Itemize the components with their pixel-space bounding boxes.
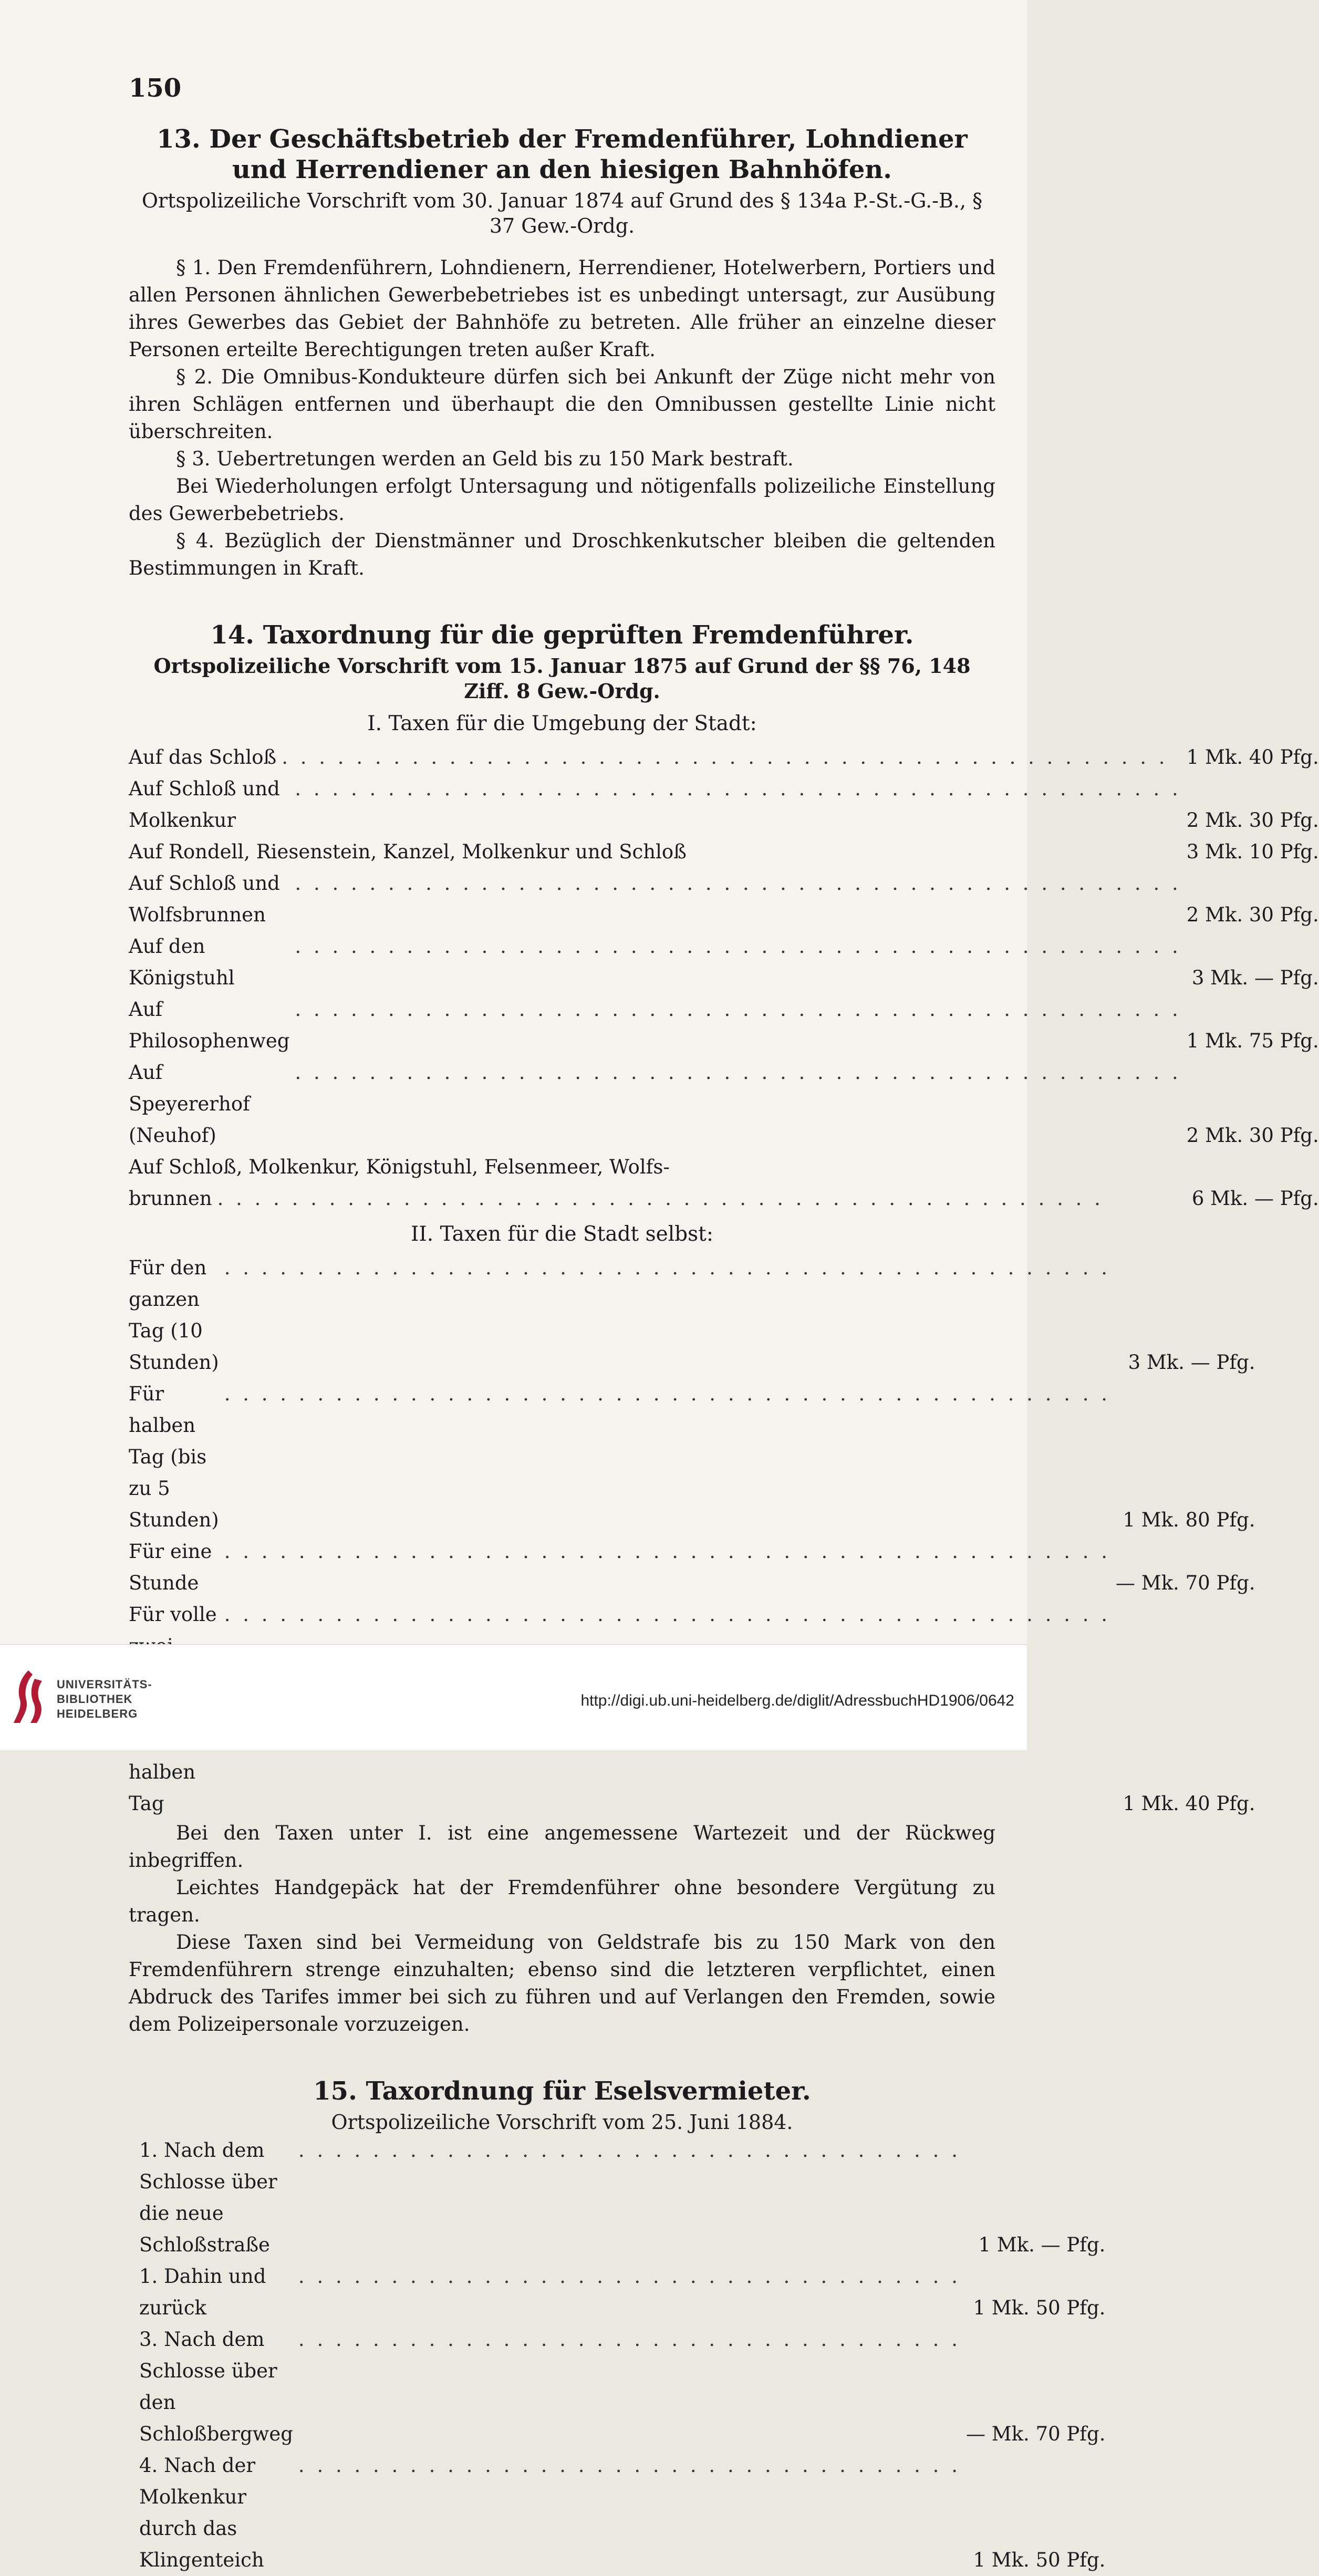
route-label: Auf Speyererhof (Neuhof): [129, 1061, 250, 1147]
price-value: 1 Mk. — Pfg.: [978, 2234, 1106, 2256]
price-value: 1 Mk. 50 Pfg.: [973, 2549, 1106, 2571]
section-14-note-1: Bei den Taxen unter I. ist eine angemessene Wartezeit und der Rückweg inbegriffen.: [129, 1822, 995, 1872]
table-row: Für eine Stunde . . . . . . . . . . . . . . . . . . . . . . . . . . . . . . . . . . . . . . . . . . . . . . . . — Mk. 70 Pfg.: [129, 1536, 1255, 1599]
source-url-link[interactable]: http://digi.ub.uni-heidelberg.de/diglit/AdressbuchHD1906/0642: [580, 1692, 1014, 1709]
section-14-subtitle: Ortspolizeiliche Vorschrift vom 15. Januar 1875 auf Grund der §§ 76, 148 Ziff. 8 Gew.-Ordg.: [153, 654, 971, 703]
tax-part-2-title: II. Taxen für die Stadt selbst:: [411, 1222, 713, 1246]
route-label: 3. Nach dem Schlosse über den Schloßbergweg: [139, 2328, 293, 2445]
section-14-note-3: Diese Taxen sind bei Vermeidung von Geldstrafe bis zu 150 Mark von den Fremdenführern strenge einzuhalten; ebenso sind die letzteren verpflichtet, einen Abdruck des Tarifes immer bei sich zu führen und auf Verlangen den Fremden, sowie dem Polizeipersonale vorzuzeigen.: [129, 1931, 995, 2035]
table-row: Auf Schloß und Wolfsbrunnen . . . . . . . . . . . . . . . . . . . . . . . . . . . . . . . . . . . . . . . . . . . . . . . . 2 Mk. 30 Pfg.: [129, 868, 1319, 931]
table-row: Auf Schloß und Molkenkur . . . . . . . . . . . . . . . . . . . . . . . . . . . . . . . . . . . . . . . . . . . . . . . . 2 Mk. 30 Pfg.: [129, 773, 1319, 836]
tax-part-1-title: I. Taxen für die Umgebung der Stadt:: [367, 712, 757, 735]
table-row: [129, 1151, 1319, 1183]
price-value: 1 Mk. 75 Pfg.: [1186, 1030, 1319, 1052]
route-label: Auf Schloß und Wolfsbrunnen: [129, 872, 280, 926]
price-value: 1 Mk. 80 Pfg.: [1123, 1509, 1255, 1531]
table-row: Auf Speyererhof (Neuhof) . . . . . . . . . . . . . . . . . . . . . . . . . . . . . . . . . . . . . . . . . . . . . . . . 2 Mk. 30 Pfg.: [129, 1057, 1319, 1151]
route-label: Für eine Stunde: [129, 1540, 212, 1594]
section-14-title: 14. Taxordnung für die geprüften Fremdenführer.: [210, 620, 914, 650]
price-value: 3 Mk. — Pfg.: [1191, 967, 1319, 989]
route-label: Auf Rondell, Riesenstein, Kanzel, Molkenkur und Schloß: [129, 840, 687, 863]
table-row: 1. Dahin und zurück . . . . . . . . . . . . . . . . . . . . . . . . . . . . . . . . . . . . 1 Mk. 50 Pfg.: [139, 2261, 1105, 2324]
section-13-paragraph-4: § 4. Bezüglich der Dienstmänner und Droschkenkutscher bleiben die geltenden Bestimmungen in Kraft.: [129, 529, 995, 579]
route-label: 4. Nach der Molkenkur durch das Klingenteich: [139, 2454, 264, 2571]
table-row: Für volle halben Tag . . . . . . . . . . . . . . . . . . . . . . . . . . . . . . . . . . . . . . . . . . . . . . . . 1 Mk. 40 Pfg.: [129, 1599, 1255, 1820]
table-row: Auf den Königstuhl . . . . . . . . . . . . . . . . . . . . . . . . . . . . . . . . . . . . . . . . . . . . . . . . 3 Mk. — Pfg.: [129, 931, 1319, 994]
section-14-note-2: Leichtes Handgepäck hat der Fremdenführer ohne besondere Vergütung zu tragen.: [129, 1876, 995, 1926]
price-value: 2 Mk. 30 Pfg.: [1186, 1124, 1319, 1147]
route-label: Auf den Königstuhl: [129, 935, 235, 989]
section-15-subtitle: Ortspolizeiliche Vorschrift vom 25. Juni 1884.: [331, 2111, 793, 2134]
route-label: Auf das Schloß: [129, 746, 277, 768]
price-value: — Mk. 70 Pfg.: [965, 2423, 1106, 2445]
price-value: 3 Mk. — Pfg.: [1128, 1351, 1255, 1374]
price-value: 1 Mk. 40 Pfg.: [1123, 1792, 1255, 1815]
route-label: Auf Schloß und Molkenkur: [129, 777, 280, 832]
page-number: 150: [129, 74, 182, 103]
route-label: Für volle halben Tag: [129, 1603, 217, 1815]
section-13-paragraph-3b: Bei Wiederholungen erfolgt Untersagung und nötigenfalls polizeiliche Einstellung des Gewerbebetriebs.: [129, 475, 995, 525]
table-row: Für halben Tag (bis zu 5 Stunden) . . . . . . . . . . . . . . . . . . . . . . . . . . . . . . . . . . . . . . . . . . . . . . . . 1 Mk. 80 Pfg.: [129, 1378, 1255, 1536]
institution-line-2: BIBLIOTHEK: [57, 1692, 133, 1706]
price-value: 2 Mk. 30 Pfg.: [1186, 809, 1319, 832]
route-label: 1. Nach dem Schlosse über die neue Schloßstraße: [139, 2139, 277, 2256]
price-value: 2 Mk. 30 Pfg.: [1186, 903, 1319, 926]
table-row: 4. Nach der Molkenkur durch das Klingenteich . . . . . . . . . . . . . . . . . . . . . . . . . . . . . . . . . . . . 1 Mk. 50 Pfg.: [139, 2450, 1105, 2576]
route-label: Für den ganzen Tag (10 Stunden): [129, 1256, 219, 1374]
section-13-subtitle: Ortspolizeiliche Vorschrift vom 30. Januar 1874 auf Grund des § 134a P.-St.-G.-B., § 37 Gew.-Ordg.: [141, 189, 983, 237]
table-row: Auf Philosophenweg . . . . . . . . . . . . . . . . . . . . . . . . . . . . . . . . . . . . . . . . . . . . . . . . 1 Mk. 75 Pfg.: [129, 994, 1319, 1057]
price-value: 3 Mk. 10 Pfg.: [1186, 840, 1319, 863]
tax-table-surroundings: [129, 742, 1319, 1214]
route-label: Für halben Tag (bis zu 5 Stunden): [129, 1383, 219, 1531]
route-label: Auf Schloß, Molkenkur, Königstuhl, Felsenmeer, Wolfs-: [129, 1156, 670, 1178]
footer-bar: [0, 1644, 1027, 1750]
page-content: [129, 74, 1319, 2576]
institution-line-1: UNIVERSITÄTS-: [57, 1678, 152, 1691]
price-value: 1 Mk. 50 Pfg.: [973, 2297, 1106, 2319]
table-row: brunnen . . . . . . . . . . . . . . . . . . . . . . . . . . . . . . . . . . . . . . . . . . . . . . . . 6 Mk. — Pfg.: [129, 1183, 1319, 1214]
route-label: Auf Philosophenweg: [129, 998, 290, 1052]
table-row: 3. Nach dem Schlosse über den Schloßbergweg . . . . . . . . . . . . . . . . . . . . . . . . . . . . . . . . . . . . — Mk. 70 Pfg.: [139, 2324, 1105, 2450]
institution-line-3: HEIDELBERG: [57, 1707, 138, 1720]
route-label: brunnen: [129, 1187, 212, 1210]
section-13-title: 13. Der Geschäftsbetrieb der Fremdenführer, Lohndiener und Herrendiener an den hiesigen Bahnhöfen.: [157, 124, 968, 184]
table-row: [129, 836, 1319, 868]
section-13-paragraph-2: § 2. Die Omnibus-Kondukteure dürfen sich bei Ankunft der Züge nicht mehr von ihren Schlägen entfernen und überhaupt die den Omnibussen gestellte Linie nicht überschreiten.: [129, 366, 995, 443]
university-library-logo-icon: [9, 1668, 47, 1726]
table-row: Auf das Schloß . . . . . . . . . . . . . . . . . . . . . . . . . . . . . . . . . . . . . . . . . . . . . . . . 1 Mk. 40 Pfg.: [129, 742, 1319, 773]
section-13-paragraph-1: § 1. Den Fremdenführern, Lohndienern, Herrendiener, Hotelwerbern, Portiers und allen Personen ähnlichen Gewerbebetriebes ist es unbedingt untersagt, zur Ausübung ihres Gewerbes das Gebiet der Bahnhöfe zu betreten. Alle früher an einzelne dieser Personen erteilte Berechtigungen treten außer Kraft.: [129, 256, 995, 361]
table-row: Für den ganzen Tag (10 Stunden) . . . . . . . . . . . . . . . . . . . . . . . . . . . . . . . . . . . . . . . . . . . . . . . . 3 Mk. — Pfg.: [129, 1252, 1255, 1378]
table-row: 1. Nach dem Schlosse über die neue Schloßstraße . . . . . . . . . . . . . . . . . . . . . . . . . . . . . . . . . . . . 1 Mk. — Pfg.: [139, 2135, 1105, 2261]
section-15-title: 15. Taxordnung für Eselsvermieter.: [313, 2076, 811, 2106]
section-13-paragraph-3a: § 3. Uebertretungen werden an Geld bis zu 150 Mark bestraft.: [176, 448, 794, 470]
price-value: 1 Mk. 40 Pfg.: [1186, 746, 1319, 768]
institution-name: [57, 1677, 152, 1721]
price-value: — Mk. 70 Pfg.: [1116, 1572, 1255, 1594]
price-value: 6 Mk. — Pfg.: [1191, 1187, 1319, 1210]
tax-table-donkeys: [139, 2135, 1105, 2576]
route-label: 1. Dahin und zurück: [139, 2265, 266, 2319]
